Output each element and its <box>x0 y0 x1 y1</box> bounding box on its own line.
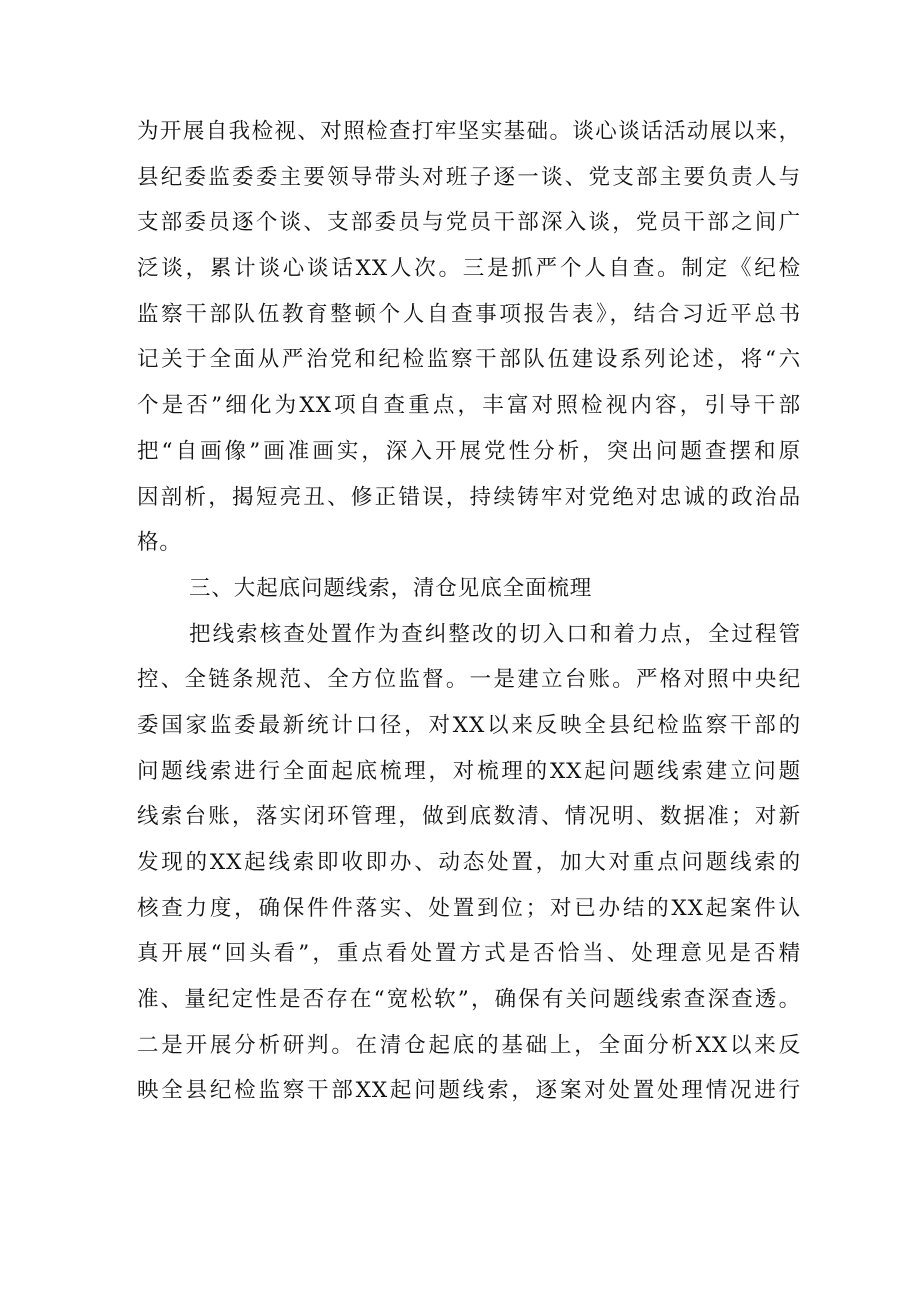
text-line: 发现的XX起线索即收即办、动态处置，加大对重点问题线索的 <box>137 850 801 875</box>
text-line: 控、全链条规范、全方位监督。一是建立台账。严格对照中央纪 <box>137 667 801 693</box>
text-line: 为开展自我检视、对照检查打牢坚实基础。谈心谈话活动展以来， <box>137 119 801 144</box>
text-line: 泛谈，累计谈心谈话XX人次。三是抓严个人自查。制定《纪检 <box>137 256 801 282</box>
text-line: 问题线索进行全面起底梳理，对梳理的XX起问题线索建立问题 <box>137 758 801 784</box>
text-line: 把线索核查处置作为查纠整改的切入口和着力点，全过程管 <box>189 621 801 647</box>
text-line: 真开展“回头看”，重点看处置方式是否恰当、处理意见是否精 <box>137 941 801 967</box>
text-line: 县纪委监委委主要领导带头对班子逐一谈、党支部主要负责人与 <box>137 164 801 190</box>
text-line: 二是开展分析研判。在清仓起底的基础上，全面分析XX以来反 <box>137 1032 801 1058</box>
text-line: 因剖析，揭短亮丑、修正错误，持续铸牢对党绝对忠诚的政治品 <box>137 484 801 510</box>
text-line: 记关于全面从严治党和纪检监察干部队伍建设系列论述，将“六 <box>137 347 801 373</box>
text-line: 委国家监委最新统计口径，对XX以来反映全县纪检监察干部的 <box>137 712 801 738</box>
paragraph-clue-review <box>137 612 801 1115</box>
text-line: 线索台账，落实闭环管理，做到底数清、情况明、数据准；对新 <box>137 804 801 830</box>
section-heading: 三、大起底问题线索，清仓见底全面梳理 <box>189 575 593 601</box>
paragraph-self-inspection <box>137 109 801 566</box>
text-line: 格。 <box>137 530 182 556</box>
text-line: 映全县纪检监察干部XX起问题线索，逐案对处置处理情况进行 <box>137 1078 801 1104</box>
text-line: 个是否”细化为XX项自查重点，丰富对照检视内容，引导干部 <box>137 393 801 419</box>
text-line: 准、量纪定性是否存在“宽松软”，确保有关问题线索查深查透。 <box>137 987 801 1013</box>
text-line: 把“自画像”画准画实，深入开展党性分析，突出问题查摆和原 <box>137 438 801 464</box>
text-line: 核查力度，确保件件落实、处置到位；对已办结的XX起案件认 <box>137 895 801 921</box>
document-body <box>137 109 801 1114</box>
text-line: 支部委员逐个谈、支部委员与党员干部深入谈，党员干部之间广 <box>137 210 801 236</box>
text-line: 监察干部队伍教育整顿个人自查事项报告表》，结合习近平总书 <box>137 301 801 327</box>
